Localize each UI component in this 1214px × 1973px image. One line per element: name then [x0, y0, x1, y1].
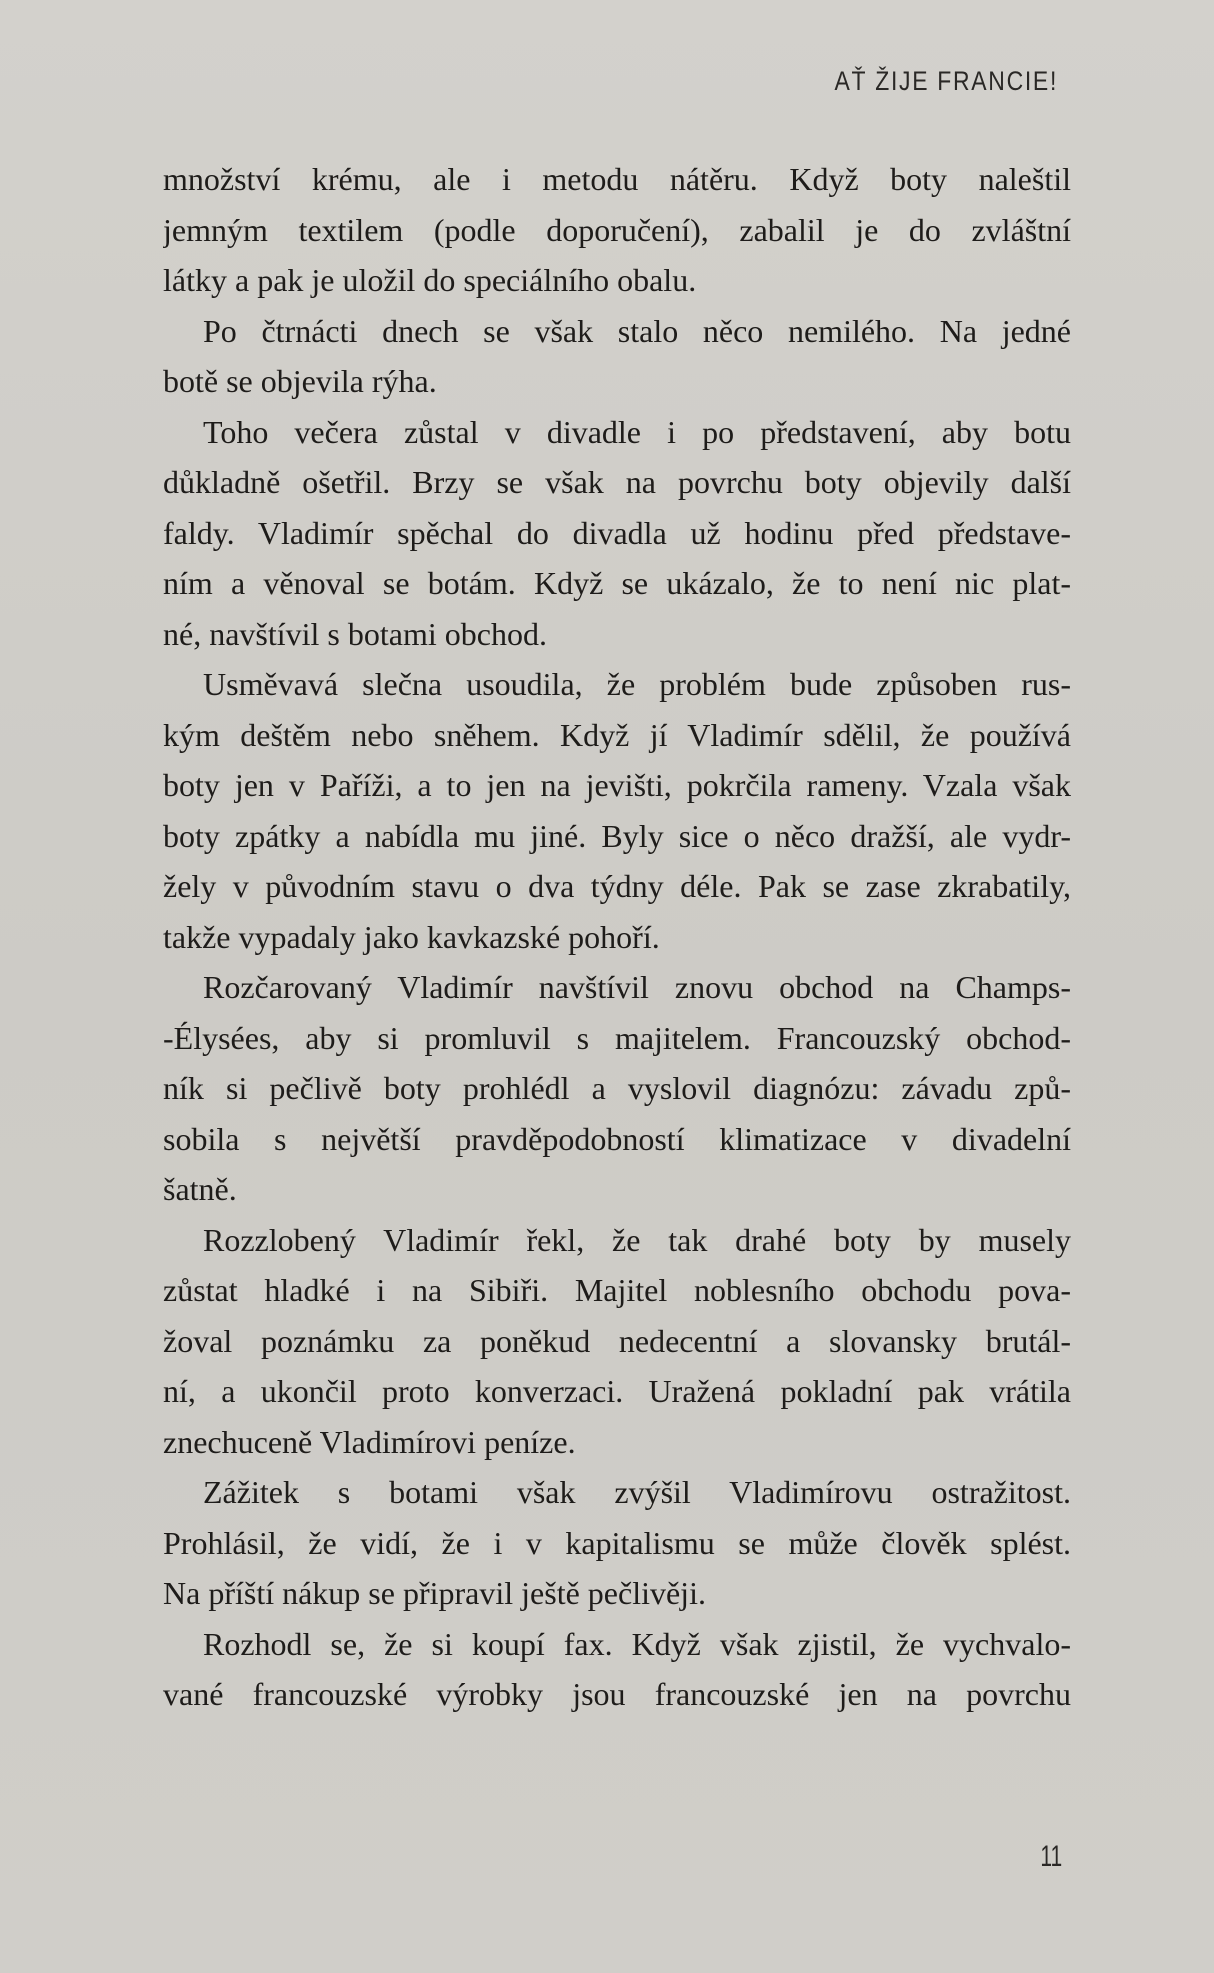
text-line: kým deštěm nebo sněhem. Když jí Vladimír sdělil, že používá — [163, 716, 1071, 753]
text-line: Usměvavá slečna usoudila, že problém bude způsoben rus- — [203, 666, 1071, 702]
text-line: žoval poznámku za poněkud nedecentní a slovansky brutál- — [163, 1322, 1071, 1359]
text-line: znechuceně Vladimírovi peníze. — [163, 1423, 576, 1460]
text-line: zůstat hladké i na Sibiři. Majitel noblesního obchodu pova- — [163, 1272, 1071, 1308]
text-line: Na příští nákup se připravil ještě pečlivěji. — [163, 1575, 706, 1611]
text-line: žely v původním stavu o dva týdny déle. Pak se zase zkrabatily, — [163, 868, 1071, 904]
text-line: Rozzlobený Vladimír řekl, že tak drahé boty by musely — [203, 1221, 1071, 1258]
text-line: ník si pečlivě boty prohlédl a vyslovil diagnózu: závadu způ- — [163, 1070, 1071, 1106]
text-line: botě se objevila rýha. — [163, 363, 437, 399]
text-line: Rozčarovaný Vladimír navštívil znovu obchod na Champs- — [203, 969, 1071, 1005]
text-line: důkladně ošetřil. Brzy se však na povrchu boty objevily další — [163, 464, 1071, 500]
text-line: sobila s největší pravděpodobností klimatizace v divadelní — [163, 1120, 1071, 1157]
text-line: Rozhodl se, že si koupí fax. Když však zjistil, že vychvalo- — [203, 1625, 1071, 1662]
text-line: vané francouzské výrobky jsou francouzské jen na povrchu — [163, 1676, 1071, 1712]
text-line: šatně. — [163, 1171, 237, 1207]
text-line: látky a pak je uložil do speciálního obalu. — [163, 262, 697, 298]
text-line: faldy. Vladimír spěchal do divadla už hodinu před představe- — [163, 514, 1071, 551]
page-number: 11 — [1040, 1840, 1062, 1873]
text-line: ním a věnoval se botám. Když se ukázalo, že to není nic plat- — [163, 565, 1071, 601]
text-line: Toho večera zůstal v divadle i po představení, aby botu — [203, 413, 1071, 450]
text-line: Po čtrnácti dnech se však stalo něco nemilého. Na jedné — [203, 312, 1071, 349]
text-line: ní, a ukončil proto konverzaci. Uražená pokladní pak vrátila — [163, 1373, 1071, 1409]
text-line: -Élysées, aby si promluvil s majitelem. Francouzský obchod- — [163, 1019, 1071, 1056]
text-line: Prohlásil, že vidí, že i v kapitalismu se může člověk splést. — [163, 1524, 1071, 1561]
text-line: jemným textilem (podle doporučení), zabalil je do zvláštní — [163, 211, 1071, 248]
text-line: množství krému, ale i metodu nátěru. Když boty naleštil — [163, 161, 1071, 197]
running-head: AŤ ŽIJE FRANCIE! — [834, 66, 1058, 96]
text-line: boty jen v Paříži, a to jen na jevišti, pokrčila rameny. Vzala však — [163, 767, 1071, 803]
text-line: Zážitek s botami však zvýšil Vladimírovu ostražitost. — [203, 1474, 1071, 1510]
body-text — [163, 154, 1071, 1720]
text-line: boty zpátky a nabídla mu jiné. Byly sice o něco dražší, ale vydr- — [163, 817, 1071, 854]
text-line: takže vypadaly jako kavkazské pohoří. — [163, 918, 660, 955]
text-line: né, navštívil s botami obchod. — [163, 615, 547, 652]
